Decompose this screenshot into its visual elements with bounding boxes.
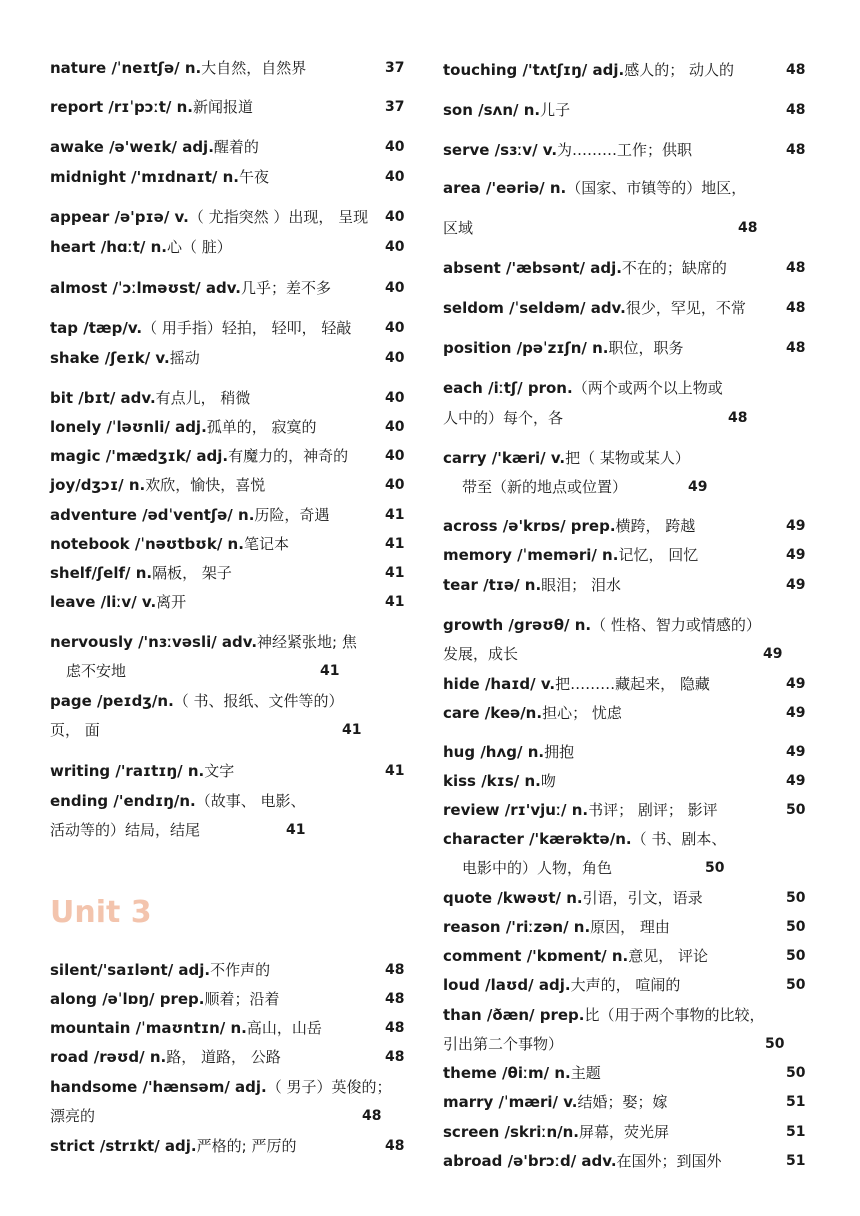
headword: serve /sɜːv/ v. <box>443 141 558 159</box>
definition: 拥抱 <box>544 743 575 761</box>
definition: （ 男子）英俊的； <box>266 1078 392 1096</box>
page-number: 40 <box>385 419 405 435</box>
headword: across /ə'krɒs/ prep. <box>443 517 616 535</box>
page-number: 49 <box>786 518 806 534</box>
definition: 原因， 理由 <box>590 918 670 936</box>
definition: （ 书、报纸、文件等的） <box>173 692 344 710</box>
headword: tap /tæp/v. <box>50 319 143 337</box>
vocab-entry <box>443 917 670 937</box>
definition: 几乎；差不多 <box>240 279 331 297</box>
headword: hide /haɪd/ v. <box>443 675 556 693</box>
vocab-entry <box>443 1122 669 1142</box>
definition: 心（ 脏） <box>166 238 232 256</box>
definition: （两个或两个以上物或 <box>572 379 723 397</box>
headword: report /rɪˈpɔːt/ n. <box>50 98 193 116</box>
definition-continued: 页， 面 <box>50 721 100 739</box>
definition: 比（用于两个事物的比较， <box>584 1006 765 1024</box>
page-number: 50 <box>705 860 725 876</box>
headword: midnight /'mɪdnaɪt/ n. <box>50 168 239 186</box>
definition: 有魔力的，神奇的 <box>228 447 349 465</box>
definition: 欢欣，愉快，喜悦 <box>145 476 266 494</box>
definition: 横跨， 跨越 <box>615 517 696 535</box>
definition: 笔记本 <box>243 535 289 553</box>
definition: 文字 <box>204 762 235 780</box>
vocab-entry <box>50 1077 392 1097</box>
vocab-entry <box>443 771 556 791</box>
vocab-entry <box>443 975 680 995</box>
vocab-entry <box>443 575 621 595</box>
definition-continued: 漂亮的 <box>50 1107 96 1125</box>
vocab-entry <box>443 100 570 120</box>
headword: appear /ə'pɪə/ v. <box>50 208 189 226</box>
definition: 顺着；沿着 <box>204 990 280 1008</box>
page-number: 37 <box>385 99 405 115</box>
definition-continued: 发展，成长 <box>443 645 519 663</box>
page-number: 51 <box>786 1094 806 1110</box>
vocab-entry <box>443 298 746 318</box>
headword: silent/'saɪlənt/ adj. <box>50 961 211 979</box>
definition: 孤单的， 寂寞的 <box>206 418 317 436</box>
vocab-entry <box>443 60 734 80</box>
vocab-entry <box>443 800 718 820</box>
page-number: 48 <box>385 1049 405 1065</box>
headword: character /'kærəktə/n. <box>443 830 632 848</box>
vocab-entry <box>443 448 690 468</box>
headword: kiss /kɪs/ n. <box>443 772 541 790</box>
headword: almost /ˈɔːlməʊst/ adv. <box>50 279 241 297</box>
page-number: 48 <box>786 260 806 276</box>
page-number: 41 <box>320 663 340 679</box>
page-number: 50 <box>786 890 806 906</box>
page-number: 41 <box>385 536 405 552</box>
vocab-entry <box>50 1136 296 1156</box>
vocab-entry <box>443 946 708 966</box>
vocab-entry <box>50 761 234 781</box>
definition: （ 用手指）轻拍， 轻叩， 轻敲 <box>142 319 352 337</box>
headword: shake /ʃeɪk/ v. <box>50 349 170 367</box>
definition: 在国外；到国外 <box>616 1152 722 1170</box>
headword: notebook /ˈnəʊtbʊk/ n. <box>50 535 244 553</box>
vocab-entry <box>50 960 270 980</box>
page-number: 50 <box>786 1065 806 1081</box>
definition: 感人的； 动人的 <box>624 61 734 79</box>
vocab-entry <box>50 505 329 525</box>
definition: 儿子 <box>540 101 571 119</box>
vocab-entry <box>50 791 306 811</box>
page-number: 48 <box>786 300 806 316</box>
definition: 吻 <box>540 772 556 790</box>
unit-heading: Unit 3 <box>50 895 152 930</box>
page-number: 40 <box>385 169 405 185</box>
headword: growth /grəʊθ/ n. <box>443 616 592 634</box>
headword: joy/dʒɔɪ/ n. <box>50 476 146 494</box>
definition: （ 尤指突然 ）出现， 呈现 <box>188 208 369 226</box>
page-number: 48 <box>385 962 405 978</box>
page-number: 48 <box>786 340 806 356</box>
definition: 历险，奇遇 <box>254 506 330 524</box>
vocab-entry <box>50 1047 281 1067</box>
vocab-entry <box>50 207 368 227</box>
vocab-entry <box>443 1005 765 1025</box>
vocab-entry <box>443 674 710 694</box>
vocab-entry <box>50 632 357 652</box>
vocab-entry <box>50 318 351 338</box>
page-number: 41 <box>385 763 405 779</box>
page-number: 40 <box>385 320 405 336</box>
headword: handsome /'hænsəm/ adj. <box>50 1078 267 1096</box>
vocab-entry <box>443 1092 667 1112</box>
definition: 引语，引文，语录 <box>582 889 703 907</box>
vocab-entry <box>50 237 232 257</box>
headword: care /keə/n. <box>443 704 543 722</box>
page-number: 40 <box>385 350 405 366</box>
vocab-entry <box>50 348 200 368</box>
page-number: 41 <box>286 822 306 838</box>
definition: 大声的， 喧闹的 <box>570 976 681 994</box>
definition: 把（ 某物或某人） <box>565 449 690 467</box>
page-number: 48 <box>786 142 806 158</box>
vocab-entry <box>50 167 269 187</box>
headword: theme /θiːm/ n. <box>443 1064 571 1082</box>
headword: nature /ˈneɪtʃə/ n. <box>50 59 202 77</box>
page-number: 40 <box>385 448 405 464</box>
definition: 高山，山岳 <box>246 1019 322 1037</box>
headword: comment /'kɒment/ n. <box>443 947 629 965</box>
definition-continued: 区域 <box>443 219 474 237</box>
vocab-entry <box>50 691 344 711</box>
headword: area /'eəriə/ n. <box>443 179 567 197</box>
headword: loud /laʊd/ adj. <box>443 976 571 994</box>
headword: each /iːtʃ/ pron. <box>443 379 573 397</box>
headword: reason /'riːzən/ n. <box>443 918 591 936</box>
vocab-entry <box>443 888 703 908</box>
page-number: 48 <box>786 102 806 118</box>
vocab-entry <box>50 137 259 157</box>
definition: （故事、 电影、 <box>195 792 306 810</box>
vocab-entry <box>50 446 348 466</box>
vocab-entry <box>50 278 331 298</box>
definition: 不在的；缺席的 <box>621 259 727 277</box>
vocab-entry <box>443 338 684 358</box>
headword: position /pəˈzɪʃn/ n. <box>443 339 609 357</box>
vocab-entry <box>443 516 695 536</box>
definition: （ 书、剧本、 <box>631 830 727 848</box>
headword: adventure /ədˈventʃə/ n. <box>50 506 255 524</box>
vocab-entry <box>50 1018 322 1038</box>
definition: 职位，职务 <box>608 339 684 357</box>
definition: 眼泪； 泪水 <box>541 576 621 594</box>
page-number: 49 <box>786 705 806 721</box>
definition-continued: 引出第二个事物） <box>443 1035 564 1053</box>
definition: 记忆， 回忆 <box>618 546 699 564</box>
page-number: 49 <box>763 646 783 662</box>
headword: review /rɪ'vjuː/ n. <box>443 801 589 819</box>
definition-continued: 人中的）每个，各 <box>443 409 564 427</box>
headword: marry /ˈmæri/ v. <box>443 1093 578 1111</box>
vocab-entry <box>443 615 761 635</box>
definition-continued: 活动等的）结局，结尾 <box>50 821 201 839</box>
headword: hug /hʌg/ n. <box>443 743 545 761</box>
definition: 意见， 评论 <box>628 947 708 965</box>
page-number: 51 <box>786 1124 806 1140</box>
definition: 神经紧张地; 焦 <box>257 633 357 651</box>
definition: 为………工作；供职 <box>557 141 693 159</box>
page-number: 40 <box>385 139 405 155</box>
page-number: 49 <box>786 744 806 760</box>
headword: magic /'mædʒɪk/ adj. <box>50 447 229 465</box>
headword: seldom /ˈseldəm/ adv. <box>443 299 626 317</box>
page-number: 41 <box>385 594 405 610</box>
vocab-entry <box>50 417 317 437</box>
page-number: 49 <box>786 547 806 563</box>
definition: 把………藏起来， 隐藏 <box>555 675 710 693</box>
definition: 午夜 <box>239 168 270 186</box>
page-number: 48 <box>786 62 806 78</box>
definition: 主题 <box>570 1064 601 1082</box>
page-number: 49 <box>786 676 806 692</box>
headword: memory /ˈmeməri/ n. <box>443 546 619 564</box>
page-number: 50 <box>786 948 806 964</box>
definition-continued: 带至（新的地点或位置） <box>462 478 628 496</box>
definition: 担心； 忧虑 <box>542 704 622 722</box>
definition: （ 性格、智力或情感的） <box>591 616 761 634</box>
vocab-entry <box>443 742 574 762</box>
headword: ending /'endɪŋ/n. <box>50 792 196 810</box>
page-number: 50 <box>786 919 806 935</box>
definition-continued: 虑不安地 <box>66 662 127 680</box>
vocab-entry <box>50 388 250 408</box>
headword: awake /ə'weɪk/ adj. <box>50 138 214 156</box>
vocab-entry <box>443 258 727 278</box>
page-number: 40 <box>385 390 405 406</box>
vocab-entry <box>443 1063 601 1083</box>
page-number: 41 <box>342 722 362 738</box>
headword: mountain /ˈmaʊntɪn/ n. <box>50 1019 247 1037</box>
headword: bit /bɪt/ adv. <box>50 389 156 407</box>
page-number: 50 <box>786 802 806 818</box>
page-number: 48 <box>728 410 748 426</box>
vocab-entry <box>443 1151 722 1171</box>
headword: along /əˈlɒŋ/ prep. <box>50 990 205 1008</box>
headword: touching /'tʌtʃɪŋ/ adj. <box>443 61 625 79</box>
page-number: 40 <box>385 209 405 225</box>
definition: 离开 <box>156 593 187 611</box>
headword: tear /tɪə/ n. <box>443 576 542 594</box>
page-number: 37 <box>385 60 405 76</box>
definition-continued: 电影中的）人物，角色 <box>462 859 613 877</box>
headword: strict /strɪkt/ adj. <box>50 1137 197 1155</box>
vocab-entry <box>443 545 698 565</box>
definition: 路， 道路， 公路 <box>166 1048 281 1066</box>
vocab-entry <box>443 178 746 198</box>
headword: abroad /ə'brɔːd/ adv. <box>443 1152 617 1170</box>
headword: lonely /ˈləʊnli/ adj. <box>50 418 207 436</box>
definition: 结婚；娶；嫁 <box>577 1093 668 1111</box>
headword: quote /kwəʊt/ n. <box>443 889 583 907</box>
definition: 严格的; 严厉的 <box>196 1137 297 1155</box>
page-number: 48 <box>385 991 405 1007</box>
vocab-entry <box>50 475 265 495</box>
definition: 屏幕，荧光屏 <box>578 1123 669 1141</box>
definition: 大自然，自然界 <box>201 59 307 77</box>
page-number: 51 <box>786 1153 806 1169</box>
page-number: 40 <box>385 280 405 296</box>
vocab-entry <box>50 97 253 117</box>
definition: （国家、市镇等的）地区， <box>566 179 747 197</box>
page-number: 49 <box>786 773 806 789</box>
page-number: 50 <box>786 977 806 993</box>
vocab-entry <box>50 534 289 554</box>
vocab-entry <box>443 378 723 398</box>
vocab-entry <box>50 563 232 583</box>
page-number: 49 <box>786 577 806 593</box>
page-number: 48 <box>738 220 758 236</box>
headword: shelf/ʃelf/ n. <box>50 564 153 582</box>
page-number: 48 <box>385 1138 405 1154</box>
definition: 不作声的 <box>210 961 271 979</box>
vocab-entry <box>50 989 279 1009</box>
vocab-entry <box>50 58 306 78</box>
page-number: 41 <box>385 507 405 523</box>
definition: 隔板， 架子 <box>152 564 232 582</box>
page-number: 50 <box>765 1036 785 1052</box>
headword: heart /hɑːt/ n. <box>50 238 167 256</box>
headword: screen /skriːn/n. <box>443 1123 579 1141</box>
page-number: 48 <box>385 1020 405 1036</box>
definition: 书评； 剧评； 影评 <box>588 801 718 819</box>
headword: writing /'raɪtɪŋ/ n. <box>50 762 205 780</box>
headword: son /sʌn/ n. <box>443 101 541 119</box>
definition: 很少，罕见，不常 <box>625 299 746 317</box>
headword: nervously /'nɜːvəsli/ adv. <box>50 633 258 651</box>
vocab-entry <box>443 829 726 849</box>
headword: absent /'æbsənt/ adj. <box>443 259 622 277</box>
headword: than /ðæn/ prep. <box>443 1006 585 1024</box>
page-number: 40 <box>385 239 405 255</box>
vocab-entry <box>443 703 622 723</box>
headword: page /peɪdʒ/n. <box>50 692 174 710</box>
page-number: 41 <box>385 565 405 581</box>
definition: 新闻报道 <box>192 98 253 116</box>
page-number: 49 <box>688 479 708 495</box>
vocab-entry <box>443 140 692 160</box>
definition: 摇动 <box>169 349 200 367</box>
headword: leave /liːv/ v. <box>50 593 157 611</box>
definition: 有点儿， 稍微 <box>155 389 251 407</box>
page-number: 40 <box>385 477 405 493</box>
vocab-entry <box>50 592 186 612</box>
headword: carry /'kæri/ v. <box>443 449 566 467</box>
definition: 醒着的 <box>213 138 259 156</box>
headword: road /rəʊd/ n. <box>50 1048 167 1066</box>
page-number: 48 <box>362 1108 382 1124</box>
